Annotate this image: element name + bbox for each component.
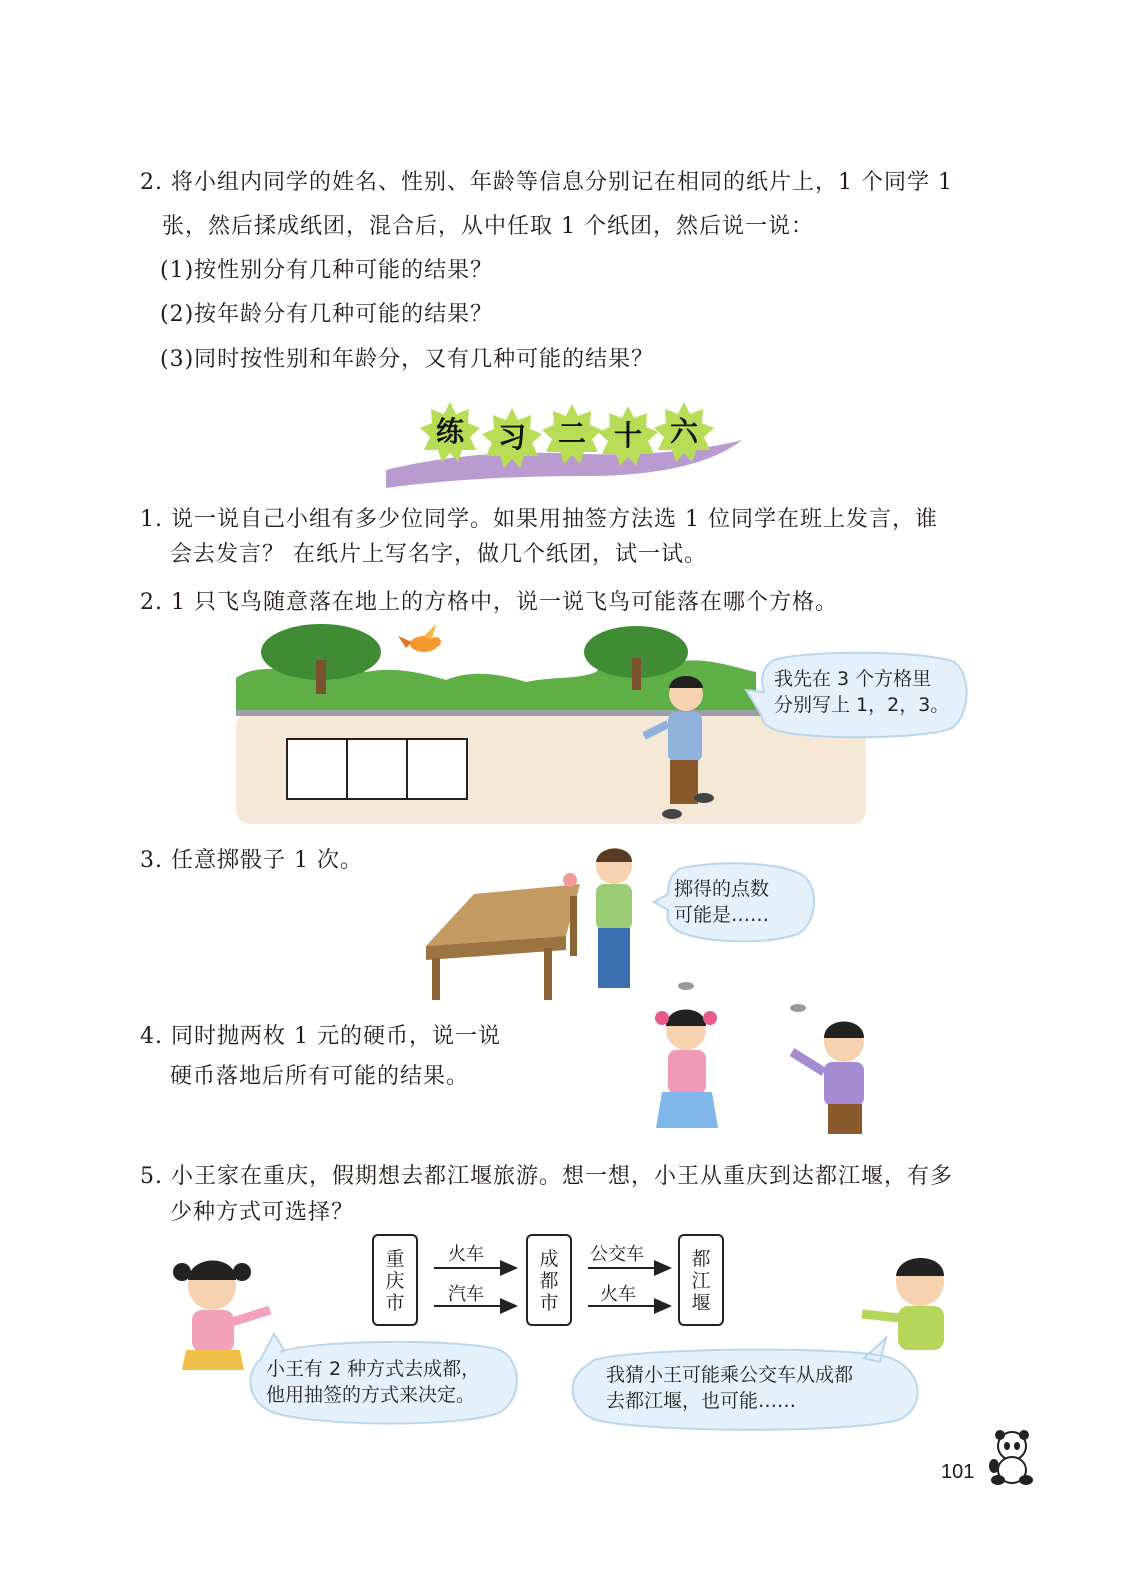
leg2-bottom-label: 火车 (600, 1284, 636, 1305)
title-char-3: 二 (540, 402, 604, 466)
title-char-4: 十 (596, 404, 660, 468)
e2-speech-bubble: 我先在 3 个方格里 分别写上 1，2，3。 (744, 650, 970, 740)
grid-square-1 (286, 738, 348, 800)
e4-line-2: 硬币落地后所有可能的结果。 (170, 1064, 470, 1089)
grid-square-3 (406, 738, 468, 800)
q2-sub-3: (3)同时按性别和年龄分，又有几种可能的结果？ (160, 347, 655, 372)
e2-text: 2. 1 只飞鸟随意落在地上的方格中，说一说飞鸟可能落在哪个方格。 (140, 590, 838, 615)
title-char-2: 习 (480, 406, 544, 470)
city-box-chengdu: 成 都 市 (526, 1234, 572, 1326)
q2-line-2: 张，然后揉成纸团，混合后，从中任取 1 个纸团，然后说一说： (162, 214, 814, 239)
leg1-top-label: 火车 (448, 1244, 484, 1265)
title-char-5: 六 (652, 400, 716, 464)
page-number: 101 (941, 1461, 975, 1483)
title-char-1: 练 (418, 400, 482, 464)
q2-line-1: 2. 将小组内同学的姓名、性别、年龄等信息分别记在相同的纸片上，1 个同学 1 (140, 170, 953, 195)
city-box-chongqing: 重 庆 市 (372, 1234, 418, 1326)
exercise-title-banner (384, 400, 744, 490)
e5-speech-bubble-right: 我猜小王可能乘公交车从成都 去都江堰，也可能…… (564, 1336, 928, 1432)
e3-text: 3. 任意掷骰子 1 次。 (140, 848, 363, 873)
city-box-dujiangyan: 都 江 堰 (678, 1234, 724, 1326)
e1-line-2: 会去发言？ 在纸片上写名字，做几个纸团，试一试。 (170, 542, 707, 567)
leg1-bottom-label: 汽车 (448, 1284, 484, 1305)
e1-line-1: 1. 说一说自己小组有多少位同学。如果用抽签方法选 1 位同学在班上发言，谁 (140, 507, 938, 532)
panda-icon (986, 1428, 1040, 1488)
q2-sub-1: (1)按性别分有几种可能的结果？ (160, 258, 494, 283)
e5-speech-bubble-left: 小王有 2 种方式去成都， 他用抽签的方式来决定。 (240, 1330, 522, 1426)
q2-sub-2: (2)按年龄分有几种可能的结果？ (160, 302, 494, 327)
dice-table-scene (424, 838, 644, 1000)
coin-icon (790, 1004, 806, 1012)
e5-line-2: 少种方式可选择？ (170, 1200, 355, 1225)
bird-icon (398, 624, 441, 652)
coin-icon (678, 982, 694, 990)
leg2-top-label: 公交车 (590, 1244, 644, 1265)
coin-toss-scene (648, 972, 878, 1138)
e4-line-1: 4. 同时抛两枚 1 元的硬币，说一说 (140, 1024, 501, 1049)
e3-speech-bubble: 掷得的点数 可能是…… (652, 862, 818, 942)
e5-line-1: 5. 小王家在重庆，假期想去都江堰旅游。想一想，小王从重庆到达都江堰，有多 (140, 1164, 953, 1189)
grid-square-2 (346, 738, 408, 800)
dice-icon (563, 873, 577, 887)
